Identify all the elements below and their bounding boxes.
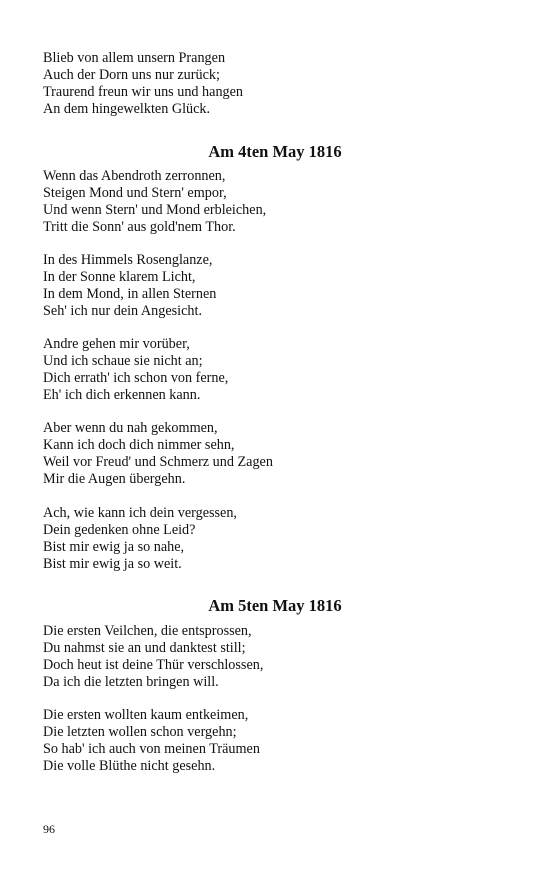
verse-line: Die ersten Veilchen, die entsprossen,	[43, 623, 252, 639]
verse-line: Eh' ich dich erkennen kann.	[43, 387, 201, 403]
verse-line: Wenn das Abendroth zerronnen,	[43, 168, 226, 184]
verse-line: Blieb von allem unsern Prangen	[43, 50, 226, 66]
verse-line: Dein gedenken ohne Leid?	[43, 522, 196, 538]
poem-title: Am 5ten May 1816	[208, 596, 342, 615]
verse-line: Ach, wie kann ich dein vergessen,	[43, 505, 237, 521]
verse-line: Die volle Blüthe nicht gesehn.	[43, 758, 216, 774]
verse-line: An dem hingewelkten Glück.	[43, 101, 211, 117]
verse-line: So hab' ich auch von meinen Träumen	[43, 741, 260, 757]
verse-line: Kann ich doch dich nimmer sehn,	[43, 437, 235, 453]
poem-title: Am 4ten May 1816	[208, 142, 342, 161]
verse-line: Auch der Dorn uns nur zurück;	[43, 67, 220, 83]
page-number: 96	[43, 822, 55, 836]
verse-line: Und ich schaue sie nicht an;	[43, 353, 203, 369]
verse-line: Steigen Mond und Stern' empor,	[43, 185, 227, 201]
verse-line: In des Himmels Rosenglanze,	[43, 252, 213, 268]
verse-line: Seh' ich nur dein Angesicht.	[43, 303, 202, 319]
verse-line: Doch heut ist deine Thür verschlossen,	[43, 657, 264, 673]
verse-line: Weil vor Freud' und Schmerz und Zagen	[43, 454, 273, 470]
verse-line: In dem Mond, in allen Sternen	[43, 286, 217, 302]
verse-line: Dich errath' ich schon von ferne,	[43, 370, 229, 386]
verse-line: Bist mir ewig ja so nahe,	[43, 539, 185, 555]
verse-line: Und wenn Stern' und Mond erbleichen,	[43, 202, 267, 218]
verse-line: Aber wenn du nah gekommen,	[43, 420, 218, 436]
verse-line: Bist mir ewig ja so weit.	[43, 556, 182, 572]
verse-line: Die ersten wollten kaum entkeimen,	[43, 707, 249, 723]
verse-line: Traurend freun wir uns und hangen	[43, 84, 244, 100]
verse-line: Du nahmst sie an und danktest still;	[43, 640, 246, 656]
verse-line: Da ich die letzten bringen will.	[43, 674, 219, 690]
verse-line: Tritt die Sonn' aus gold'nem Thor.	[43, 219, 236, 235]
verse-line: Die letzten wollen schon vergehn;	[43, 724, 237, 740]
verse-line: Mir die Augen übergehn.	[43, 471, 186, 487]
verse-line: Andre gehen mir vorüber,	[43, 336, 190, 352]
verse-line: In der Sonne klarem Licht,	[43, 269, 196, 285]
